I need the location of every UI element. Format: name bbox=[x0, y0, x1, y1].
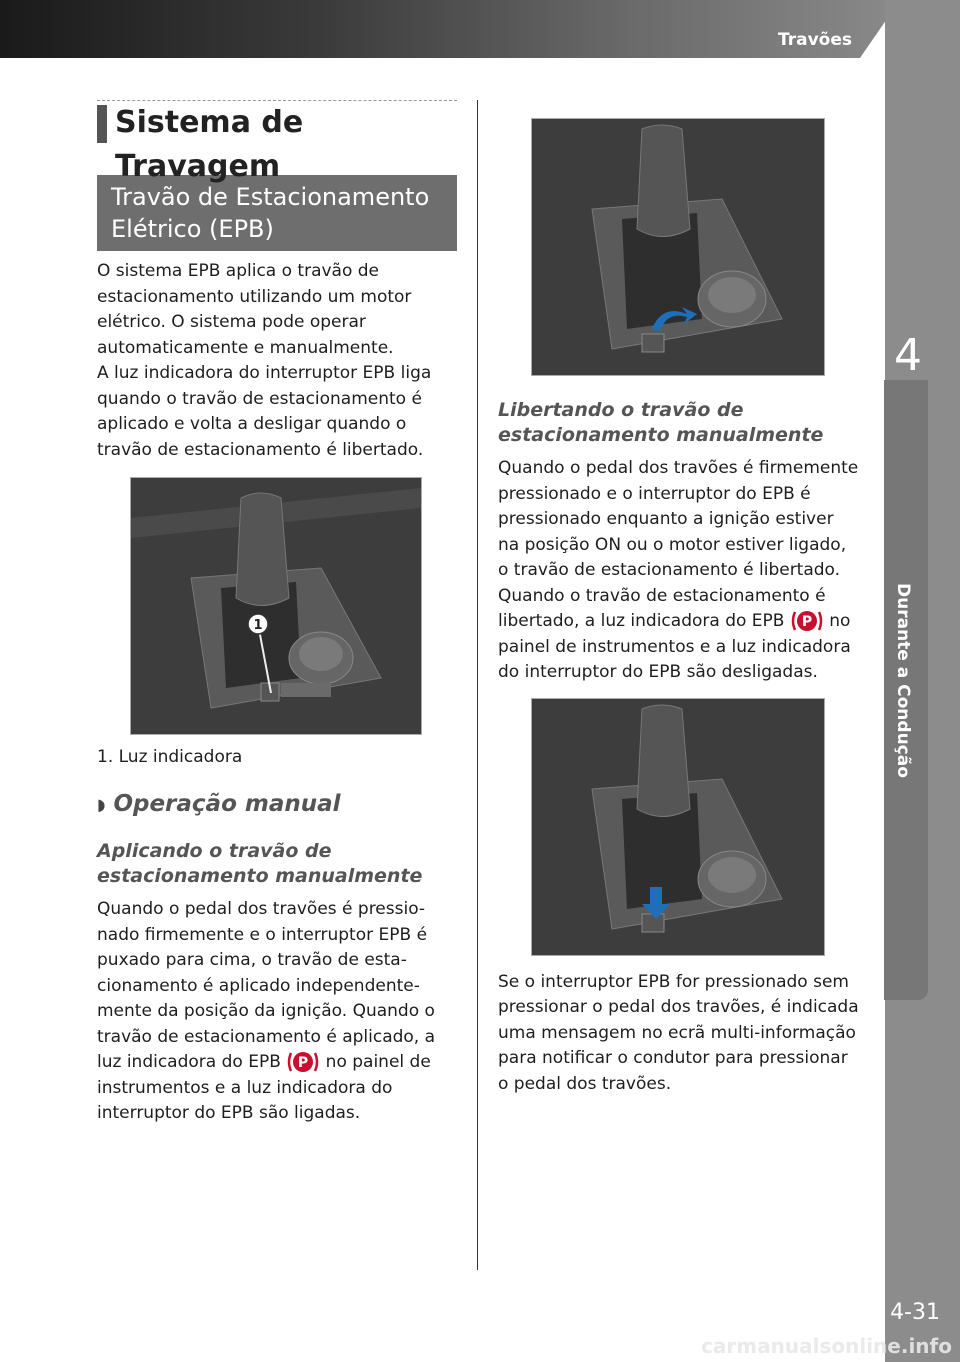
release-text-part2: no painel de instrumentos e a luz indicadora do interruptor do EPB são desligadas. bbox=[498, 611, 851, 682]
subsection-heading-line1: Travão de Estacionamento bbox=[111, 183, 430, 211]
section-heading bbox=[97, 100, 457, 184]
apply-text-part1: Quando o pedal dos travões é pressio-nado firmemente e o interruptor EPB é puxado para cima, o travão de esta-cionamento é aplicado independente-mente da posição da ignição. Quando o travão de estacionamento é aplicado, a luz indicadora do EPB bbox=[97, 899, 436, 1072]
epb-icon-letter: P bbox=[801, 614, 812, 630]
apply-heading: Aplicando o travão de estacionamento manualmente bbox=[97, 840, 423, 887]
epb-icon-letter: P bbox=[298, 1055, 309, 1071]
apply-text-part2: no painel de instrumentos e a luz indicadora do interruptor do EPB são ligadas. bbox=[97, 1052, 431, 1123]
left-column bbox=[97, 100, 457, 1127]
console-illustration-push bbox=[532, 699, 824, 955]
figure-caption: 1. Luz indicadora bbox=[97, 747, 243, 767]
manual-operation-heading-text: Operação manual bbox=[113, 791, 341, 817]
page-number: 4-31 bbox=[890, 1300, 940, 1325]
column-divider bbox=[477, 100, 478, 1270]
right-column bbox=[498, 100, 860, 1097]
intro-paragraph-2: A luz indicadora do interruptor EPB liga quando o travão de estacionamento é aplicado e volta a desligar quando o travão de estacionamento é libertado. bbox=[97, 363, 432, 460]
console-illustration bbox=[131, 478, 421, 734]
release-heading: Libertando o travão de estacionamento manualmente bbox=[498, 399, 824, 446]
note-paragraph: Se o interruptor EPB for pressionado sem pressionar o pedal dos travões, é indicada uma mensagem no ecrã multi-informação para notificar o condutor para pressionar o pedal dos travões. bbox=[498, 971, 859, 1094]
release-paragraph bbox=[498, 456, 860, 686]
header-bar bbox=[0, 0, 900, 58]
subsection-heading-line2: Elétrico (EPB) bbox=[111, 215, 274, 243]
intro-paragraph-1: O sistema EPB aplica o travão de estacionamento utilizando um motor elétrico. O sistema pode operar automaticamente e manualmente. bbox=[97, 261, 412, 358]
console-photo-pull bbox=[531, 118, 825, 376]
heading-bar bbox=[97, 105, 107, 143]
console-photo-push bbox=[531, 698, 825, 956]
watermark: carmanualsonline.info bbox=[701, 1334, 952, 1358]
callout-1: 1 bbox=[253, 618, 263, 633]
release-text-part1: Quando o pedal dos travões é firmemente pressionado e o interruptor do EPB é pressionado enquanto a ignição estiver na posição ON ou o motor estiver ligado, o travão de estacionamento é libertado. Quando o travão de estacionamento é libertado, a luz indicadora do EPB bbox=[498, 458, 859, 631]
chapter-title: Durante a Condução bbox=[893, 582, 913, 778]
console-illustration-pull bbox=[532, 119, 824, 375]
section-title: Travões bbox=[778, 30, 852, 50]
manual-operation-heading bbox=[97, 791, 457, 817]
apply-paragraph bbox=[97, 897, 457, 1127]
epb-warning-icon bbox=[286, 1050, 320, 1074]
chapter-number: 4 bbox=[894, 330, 922, 381]
page-title: Sistema de Travagem bbox=[115, 105, 304, 184]
console-photo-indicator bbox=[130, 477, 422, 735]
epb-warning-icon bbox=[790, 609, 824, 633]
section-marker-icon: ◗ bbox=[97, 794, 106, 814]
